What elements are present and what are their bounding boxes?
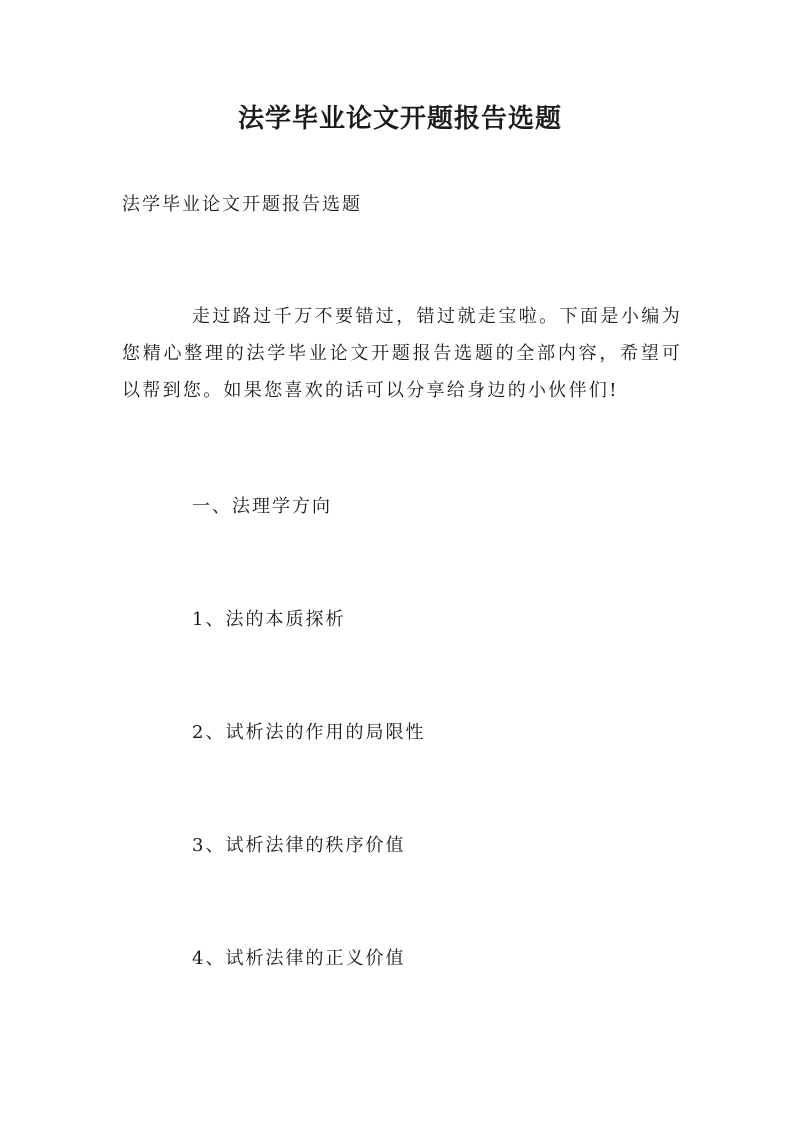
section-heading: 一、法理学方向	[192, 496, 332, 517]
list-item: 3、试析法律的秩序价值	[192, 835, 406, 856]
intro-paragraph: 走过路过千万不要错过，错过就走宝啦。下面是小编为您精心整理的法学毕业论文开题报告选题的全部内容，希望可以帮到您。如果您喜欢的话可以分享给身边的小伙伴们!	[122, 306, 682, 401]
list-item: 1、法的本质探析	[192, 609, 346, 630]
list-item: 4、试析法律的正义价值	[192, 948, 406, 969]
document-subtitle: 法学毕业论文开题报告选题	[122, 194, 362, 215]
list-item: 2、试析法的作用的局限性	[192, 722, 426, 743]
document-title: 法学毕业论文开题报告选题	[237, 104, 562, 134]
